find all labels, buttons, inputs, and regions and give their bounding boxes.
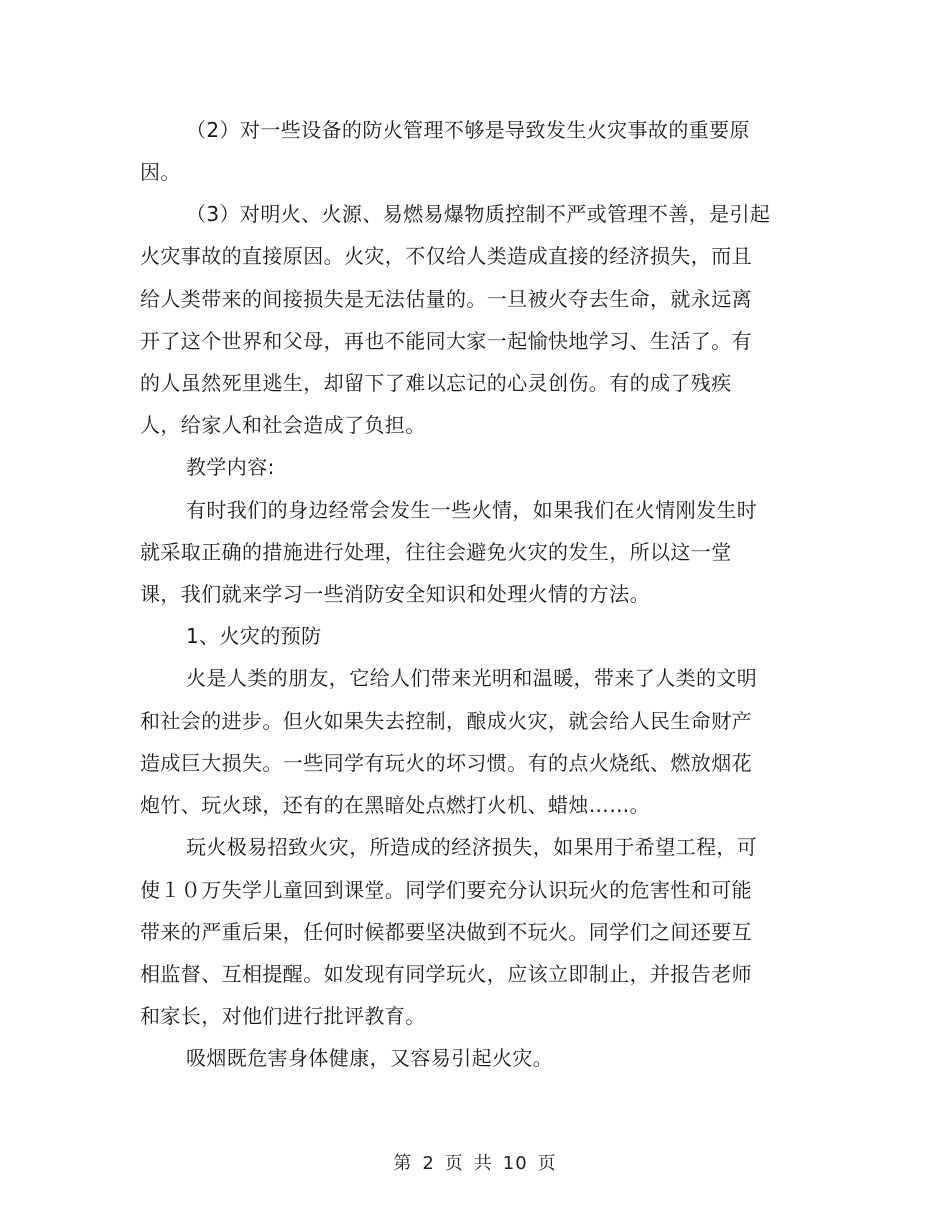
footer-page-label: 页 bbox=[444, 1153, 464, 1174]
text-line: （2）对一些设备的防火管理不够是导致发生火灾事故的重要原 bbox=[186, 118, 750, 142]
text-line: 使１０万失学儿童回到课堂。同学们要充分认识玩火的危害性和可能 bbox=[140, 878, 752, 902]
text-line: 相监督、互相提醒。如发现有同学玩火，应该立即制止，并报告老师 bbox=[140, 962, 752, 986]
text-line: 因。 bbox=[140, 160, 181, 184]
footer-prefix: 第 bbox=[393, 1153, 413, 1174]
text-line: 就采取正确的措施进行处理，往往会避免火灾的发生，所以这一堂 bbox=[140, 540, 732, 564]
text-line: 和社会的进步。但火如果失去控制，酿成火灾，就会给人民生命财产 bbox=[140, 709, 752, 733]
text-line: 的人虽然死里逃生，却留下了难以忘记的心灵创伤。有的成了残疾 bbox=[140, 371, 732, 395]
page-footer bbox=[0, 1152, 950, 1176]
text-line: 有时我们的身边经常会发生一些火情，如果我们在火情刚发生时 bbox=[186, 498, 758, 522]
text-line: 火是人类的朋友，它给人们带来光明和温暖，带来了人类的文明 bbox=[186, 666, 758, 690]
text-line: 玩火极易招致火灾，所造成的经济损失，如果用于希望工程，可 bbox=[186, 835, 758, 859]
text-line: （3）对明火、火源、易燃易爆物质控制不严或管理不善，是引起 bbox=[186, 202, 771, 226]
text-line: 造成巨大损失。一些同学有玩火的坏习惯。有的点火烧纸、燃放烟花 bbox=[140, 751, 752, 775]
text-line: 给人类带来的间接损失是无法估量的。一旦被火夺去生命，就永远离 bbox=[140, 287, 752, 311]
text-line: 开了这个世界和父母，再也不能同大家一起愉快地学习、生活了。有 bbox=[140, 329, 752, 353]
text-line: 人，给家人和社会造成了负担。 bbox=[140, 413, 426, 437]
text-line: 和家长，对他们进行批评教育。 bbox=[140, 1004, 426, 1028]
section-label: 教学内容: bbox=[186, 455, 275, 479]
text-line: 课，我们就来学习一些消防安全知识和处理火情的方法。 bbox=[140, 582, 650, 606]
footer-current-page: 2 bbox=[422, 1153, 435, 1174]
section-heading: 1、火灾的预防 bbox=[186, 624, 322, 648]
text-line: 带来的严重后果，任何时候都要坚决做到不玩火。同学们之间还要互 bbox=[140, 920, 752, 944]
footer-total-prefix: 共 bbox=[473, 1153, 493, 1174]
text-line: 吸烟既危害身体健康，又容易引起火灾。 bbox=[186, 1046, 554, 1070]
text-line: 火灾事故的直接原因。火灾，不仅给人类造成直接的经济损失，而且 bbox=[140, 244, 752, 268]
footer-total-pages: 10 bbox=[502, 1153, 528, 1174]
text-line: 炮竹、玩火球，还有的在黑暗处点燃打火机、蜡烛……。 bbox=[140, 793, 650, 817]
footer-total-label: 页 bbox=[537, 1153, 557, 1174]
